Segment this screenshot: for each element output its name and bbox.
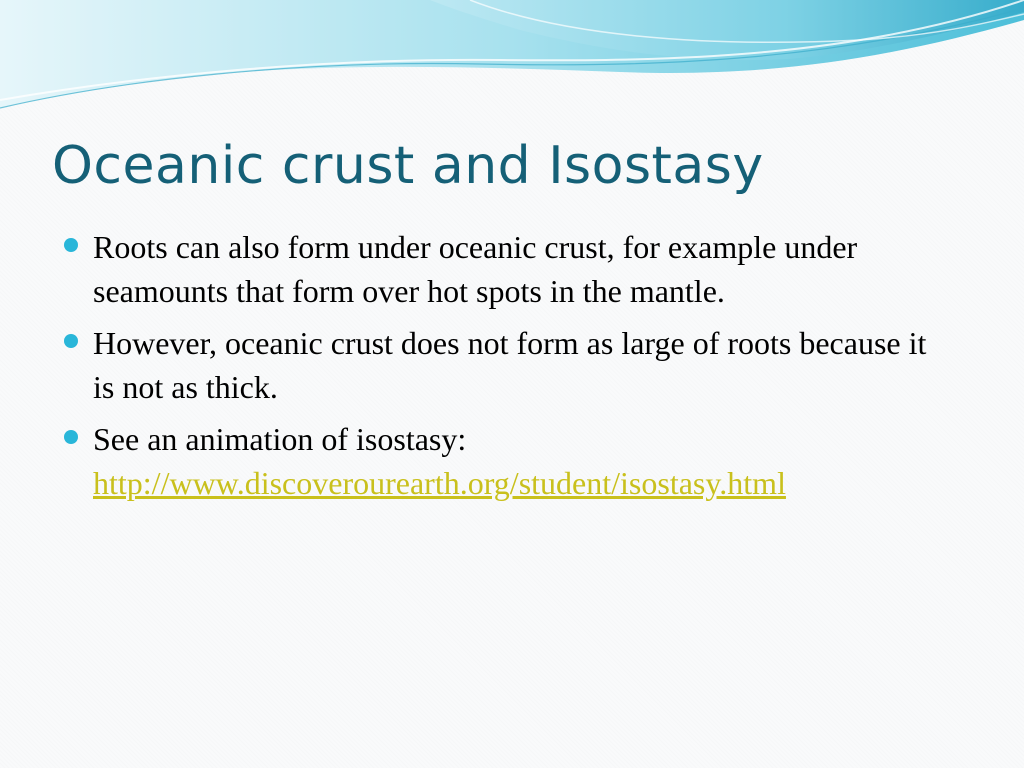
bullet-item <box>64 321 944 409</box>
slide-title: Oceanic crust and Isostasy <box>52 136 764 196</box>
wave-header-decoration <box>0 0 1024 120</box>
bullet-icon <box>64 238 78 252</box>
bullet-icon <box>64 334 78 348</box>
bullet-item <box>64 417 944 505</box>
bullet-text: However, oceanic crust does not form as large of roots because it is not as thick. <box>93 325 927 405</box>
bullet-text: See an animation of isostasy: <box>93 421 467 457</box>
bullet-list <box>64 225 944 513</box>
bullet-item <box>64 225 944 313</box>
isostasy-animation-link[interactable]: http://www.discoverourearth.org/student/isostasy.html <box>93 465 786 501</box>
bullet-icon <box>64 430 78 444</box>
bullet-text: Roots can also form under oceanic crust, for example under seamounts that form over hot spots in the mantle. <box>93 229 858 309</box>
